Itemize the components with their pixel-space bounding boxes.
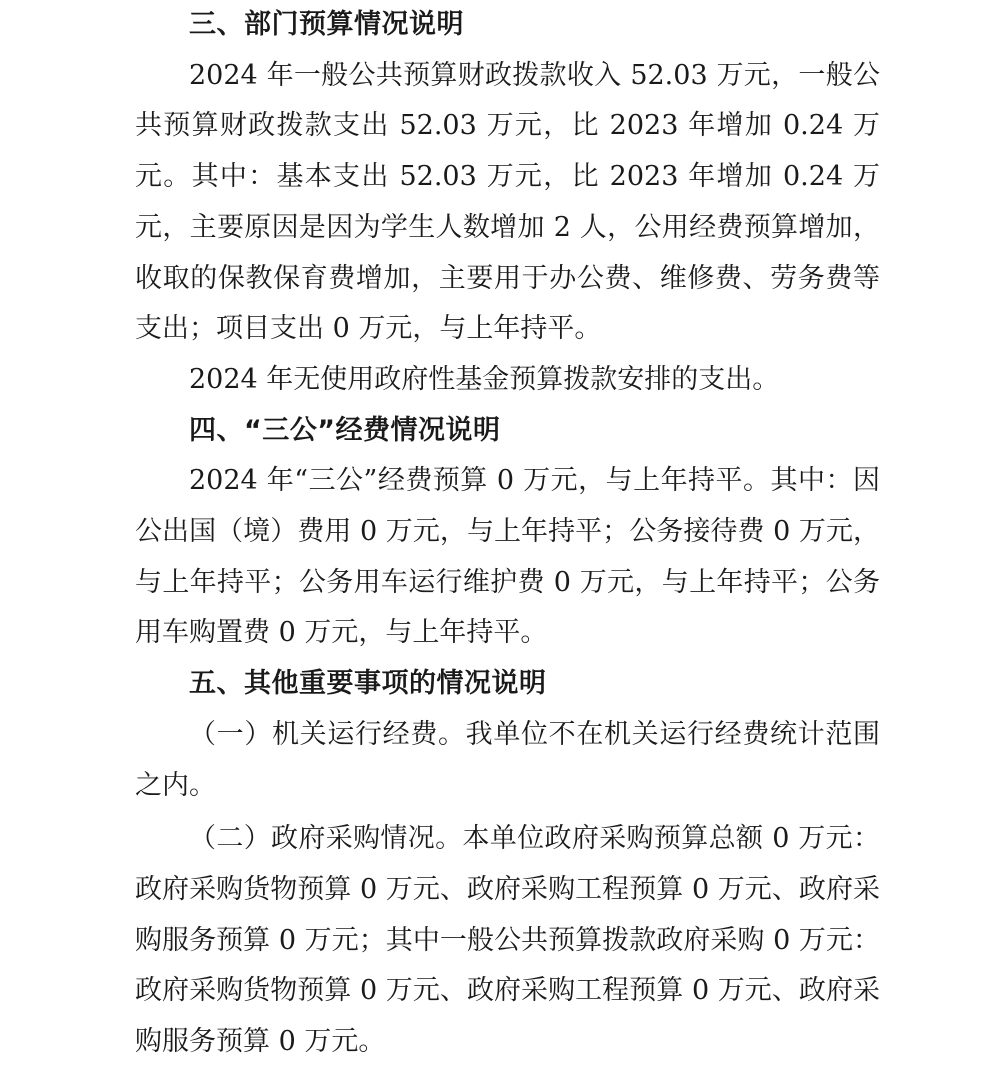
section-heading-other-matters: 五、其他重要事项的情况说明 <box>189 668 547 700</box>
paragraph-operating-expenses: （一）机关运行经费。我单位不在机关运行经费统计范围之内。 <box>135 718 880 801</box>
paragraph-three-public-expenses: 2024 年“三公”经费预算 0 万元，与上年持平。其中：因公出国（境）费用 0 万元，与上年持平；公务接待费 0 万元，与上年持平；公务用车运行维护费 0 万元，与上年持平；公务用车购置费 0 万元，与上年持平。 <box>135 465 880 649</box>
document-page <box>135 0 880 1068</box>
paragraph-government-fund: 2024 年无使用政府性基金预算拨款安排的支出。 <box>189 363 780 395</box>
section-heading-budget: 三、部门预算情况说明 <box>189 9 464 40</box>
paragraph-government-procurement: （二）政府采购情况。本单位政府采购预算总额 0 万元：政府采购货物预算 0 万元、政府采购工程预算 0 万元、政府采购服务预算 0 万元；其中一般公共预算拨款政府采购 0 万元：政府采购货物预算 0 万元、政府采购工程预算 0 万元、政府采购服务预算 0 万元。 <box>135 823 880 1058</box>
paragraph-budget-income: 2024 年一般公共预算财政拨款收入 52.03 万元，一般公共预算财政拨款支出 52.03 万元，比 2023 年增加 0.24 万元。其中：基本支出 52.03 万元，比 2023 年增加 0.24 万元，主要原因是因为学生人数增加 2 人，公用经费预算增加，收取的保教保育费增加，主要用于办公费、维修费、劳务费等支出；项目支出 0 万元，与上年持平。 <box>135 59 880 345</box>
section-heading-three-public: 四、“三公”经费情况说明 <box>189 414 501 446</box>
